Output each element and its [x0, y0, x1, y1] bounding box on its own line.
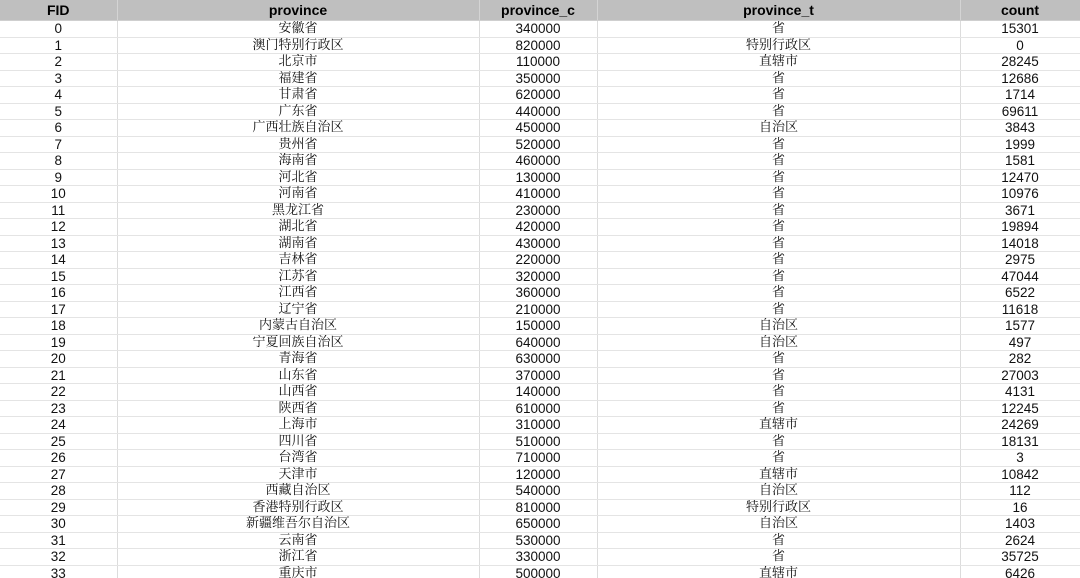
cell-province-code[interactable]: 310000 — [479, 417, 597, 434]
cell-province-code[interactable]: 110000 — [479, 54, 597, 71]
cell-count[interactable]: 10976 — [960, 186, 1080, 203]
cell-count[interactable]: 6522 — [960, 285, 1080, 302]
cell-province-type[interactable]: 省 — [597, 136, 960, 153]
cell-province-code[interactable]: 650000 — [479, 516, 597, 533]
column-header-province-code[interactable]: province_c — [479, 0, 597, 21]
table-row[interactable] — [0, 516, 1080, 533]
cell-province-code[interactable]: 130000 — [479, 169, 597, 186]
cell-province[interactable]: 北京市 — [117, 54, 479, 71]
cell-province-type[interactable]: 直辖市 — [597, 466, 960, 483]
cell-fid[interactable]: 11 — [0, 202, 117, 219]
table-row[interactable] — [0, 103, 1080, 120]
cell-province[interactable]: 福建省 — [117, 70, 479, 87]
table-row[interactable] — [0, 285, 1080, 302]
cell-province-type[interactable]: 省 — [597, 70, 960, 87]
cell-province-code[interactable]: 640000 — [479, 334, 597, 351]
column-header-province[interactable]: province — [117, 0, 479, 21]
table-row[interactable] — [0, 367, 1080, 384]
cell-count[interactable]: 12470 — [960, 169, 1080, 186]
table-row[interactable] — [0, 334, 1080, 351]
cell-province-type[interactable]: 省 — [597, 186, 960, 203]
cell-count[interactable]: 112 — [960, 483, 1080, 500]
cell-province[interactable]: 云南省 — [117, 532, 479, 549]
cell-province[interactable]: 江西省 — [117, 285, 479, 302]
cell-fid[interactable]: 10 — [0, 186, 117, 203]
cell-fid[interactable]: 28 — [0, 483, 117, 500]
cell-province[interactable]: 黑龙江省 — [117, 202, 479, 219]
table-row[interactable] — [0, 565, 1080, 578]
cell-province[interactable]: 山东省 — [117, 367, 479, 384]
cell-count[interactable]: 15301 — [960, 21, 1080, 38]
cell-count[interactable]: 3671 — [960, 202, 1080, 219]
cell-province-code[interactable]: 520000 — [479, 136, 597, 153]
cell-fid[interactable]: 2 — [0, 54, 117, 71]
cell-province-code[interactable]: 150000 — [479, 318, 597, 335]
cell-fid[interactable]: 33 — [0, 565, 117, 578]
cell-province[interactable]: 四川省 — [117, 433, 479, 450]
cell-province-code[interactable]: 460000 — [479, 153, 597, 170]
cell-province-code[interactable]: 510000 — [479, 433, 597, 450]
table-row[interactable] — [0, 532, 1080, 549]
cell-province[interactable]: 海南省 — [117, 153, 479, 170]
cell-fid[interactable]: 30 — [0, 516, 117, 533]
cell-province-code[interactable]: 820000 — [479, 37, 597, 54]
table-body — [0, 21, 1080, 578]
cell-fid[interactable]: 8 — [0, 153, 117, 170]
table-row[interactable] — [0, 87, 1080, 104]
column-header-province-type[interactable]: province_t — [597, 0, 960, 21]
cell-count[interactable]: 1581 — [960, 153, 1080, 170]
cell-count[interactable]: 1714 — [960, 87, 1080, 104]
table-row[interactable] — [0, 70, 1080, 87]
cell-fid[interactable]: 7 — [0, 136, 117, 153]
cell-province[interactable]: 吉林省 — [117, 252, 479, 269]
cell-province-code[interactable]: 340000 — [479, 21, 597, 38]
cell-fid[interactable]: 29 — [0, 499, 117, 516]
cell-province-type[interactable]: 特别行政区 — [597, 499, 960, 516]
cell-fid[interactable]: 20 — [0, 351, 117, 368]
cell-count[interactable]: 0 — [960, 37, 1080, 54]
table-row[interactable] — [0, 202, 1080, 219]
cell-province[interactable]: 河南省 — [117, 186, 479, 203]
cell-province-code[interactable]: 710000 — [479, 450, 597, 467]
cell-fid[interactable]: 3 — [0, 70, 117, 87]
cell-count[interactable]: 6426 — [960, 565, 1080, 578]
cell-province[interactable]: 山西省 — [117, 384, 479, 401]
cell-province[interactable]: 重庆市 — [117, 565, 479, 578]
cell-province-type[interactable]: 省 — [597, 400, 960, 417]
table-row[interactable] — [0, 301, 1080, 318]
table-row[interactable] — [0, 450, 1080, 467]
cell-province[interactable]: 西藏自治区 — [117, 483, 479, 500]
cell-fid[interactable]: 12 — [0, 219, 117, 236]
cell-province-code[interactable]: 230000 — [479, 202, 597, 219]
cell-province-type[interactable]: 省 — [597, 450, 960, 467]
table-row[interactable] — [0, 186, 1080, 203]
cell-province-type[interactable]: 省 — [597, 219, 960, 236]
cell-count[interactable]: 19894 — [960, 219, 1080, 236]
cell-province-type[interactable]: 直辖市 — [597, 54, 960, 71]
cell-province-code[interactable]: 420000 — [479, 219, 597, 236]
cell-province-code[interactable]: 530000 — [479, 532, 597, 549]
cell-province-code[interactable]: 410000 — [479, 186, 597, 203]
table-row[interactable] — [0, 235, 1080, 252]
cell-fid[interactable]: 16 — [0, 285, 117, 302]
table-row[interactable] — [0, 466, 1080, 483]
cell-province[interactable]: 安徽省 — [117, 21, 479, 38]
cell-province-type[interactable]: 省 — [597, 384, 960, 401]
cell-count[interactable]: 35725 — [960, 549, 1080, 566]
cell-fid[interactable]: 24 — [0, 417, 117, 434]
cell-count[interactable]: 2975 — [960, 252, 1080, 269]
cell-province-type[interactable]: 省 — [597, 268, 960, 285]
cell-province-type[interactable]: 特别行政区 — [597, 37, 960, 54]
cell-province-type[interactable]: 省 — [597, 367, 960, 384]
cell-province-type[interactable]: 自治区 — [597, 334, 960, 351]
cell-province[interactable]: 青海省 — [117, 351, 479, 368]
column-header-count[interactable]: count — [960, 0, 1080, 21]
table-row[interactable] — [0, 417, 1080, 434]
cell-province-type[interactable]: 省 — [597, 202, 960, 219]
table-row[interactable] — [0, 318, 1080, 335]
table-row[interactable] — [0, 400, 1080, 417]
cell-province[interactable]: 广东省 — [117, 103, 479, 120]
cell-fid[interactable]: 13 — [0, 235, 117, 252]
cell-province-code[interactable]: 450000 — [479, 120, 597, 137]
cell-count[interactable]: 69611 — [960, 103, 1080, 120]
cell-province-type[interactable]: 自治区 — [597, 120, 960, 137]
cell-province-type[interactable]: 省 — [597, 532, 960, 549]
cell-province[interactable]: 内蒙古自治区 — [117, 318, 479, 335]
cell-fid[interactable]: 27 — [0, 466, 117, 483]
cell-province[interactable]: 甘肃省 — [117, 87, 479, 104]
cell-fid[interactable]: 17 — [0, 301, 117, 318]
cell-province[interactable]: 台湾省 — [117, 450, 479, 467]
cell-province-type[interactable]: 省 — [597, 169, 960, 186]
cell-province-type[interactable]: 省 — [597, 285, 960, 302]
cell-fid[interactable]: 15 — [0, 268, 117, 285]
cell-fid[interactable]: 25 — [0, 433, 117, 450]
cell-province-type[interactable]: 自治区 — [597, 483, 960, 500]
cell-fid[interactable]: 4 — [0, 87, 117, 104]
cell-province[interactable]: 香港特别行政区 — [117, 499, 479, 516]
cell-province-code[interactable]: 140000 — [479, 384, 597, 401]
table-row[interactable] — [0, 433, 1080, 450]
column-header-fid[interactable]: FID — [0, 0, 117, 21]
cell-fid[interactable]: 26 — [0, 450, 117, 467]
cell-province[interactable]: 江苏省 — [117, 268, 479, 285]
cell-province-type[interactable]: 省 — [597, 433, 960, 450]
cell-province-code[interactable]: 320000 — [479, 268, 597, 285]
table-row[interactable] — [0, 499, 1080, 516]
cell-province-code[interactable]: 220000 — [479, 252, 597, 269]
cell-province[interactable]: 湖南省 — [117, 235, 479, 252]
table-row[interactable] — [0, 252, 1080, 269]
cell-province[interactable]: 河北省 — [117, 169, 479, 186]
cell-count[interactable]: 3 — [960, 450, 1080, 467]
cell-province-code[interactable]: 620000 — [479, 87, 597, 104]
cell-count[interactable]: 10842 — [960, 466, 1080, 483]
cell-province-code[interactable]: 430000 — [479, 235, 597, 252]
cell-count[interactable]: 2624 — [960, 532, 1080, 549]
cell-province[interactable]: 辽宁省 — [117, 301, 479, 318]
cell-province[interactable]: 广西壮族自治区 — [117, 120, 479, 137]
cell-fid[interactable]: 14 — [0, 252, 117, 269]
cell-province-code[interactable]: 330000 — [479, 549, 597, 566]
cell-province-code[interactable]: 540000 — [479, 483, 597, 500]
cell-province-type[interactable]: 直辖市 — [597, 417, 960, 434]
cell-fid[interactable]: 19 — [0, 334, 117, 351]
cell-count[interactable]: 28245 — [960, 54, 1080, 71]
cell-province-code[interactable]: 500000 — [479, 565, 597, 578]
cell-province-type[interactable]: 省 — [597, 21, 960, 38]
cell-fid[interactable]: 0 — [0, 21, 117, 38]
cell-province[interactable]: 天津市 — [117, 466, 479, 483]
cell-count[interactable]: 11618 — [960, 301, 1080, 318]
cell-province[interactable]: 上海市 — [117, 417, 479, 434]
cell-fid[interactable]: 21 — [0, 367, 117, 384]
cell-province-type[interactable]: 省 — [597, 252, 960, 269]
cell-fid[interactable]: 5 — [0, 103, 117, 120]
cell-province-code[interactable]: 630000 — [479, 351, 597, 368]
cell-province-type[interactable]: 省 — [597, 549, 960, 566]
cell-count[interactable]: 497 — [960, 334, 1080, 351]
cell-province-code[interactable]: 120000 — [479, 466, 597, 483]
cell-province-type[interactable]: 自治区 — [597, 516, 960, 533]
cell-count[interactable]: 1999 — [960, 136, 1080, 153]
table-row[interactable] — [0, 351, 1080, 368]
cell-province-type[interactable]: 省 — [597, 153, 960, 170]
cell-fid[interactable]: 31 — [0, 532, 117, 549]
table-row[interactable] — [0, 219, 1080, 236]
header-row — [0, 0, 1080, 21]
cell-province[interactable]: 陕西省 — [117, 400, 479, 417]
cell-count[interactable]: 12686 — [960, 70, 1080, 87]
cell-fid[interactable]: 1 — [0, 37, 117, 54]
table-row[interactable] — [0, 483, 1080, 500]
cell-fid[interactable]: 18 — [0, 318, 117, 335]
cell-province[interactable]: 湖北省 — [117, 219, 479, 236]
table-row[interactable] — [0, 268, 1080, 285]
cell-count[interactable]: 24269 — [960, 417, 1080, 434]
cell-province-type[interactable]: 省 — [597, 87, 960, 104]
cell-province-type[interactable]: 省 — [597, 235, 960, 252]
cell-province-code[interactable]: 810000 — [479, 499, 597, 516]
table-row[interactable] — [0, 384, 1080, 401]
cell-fid[interactable]: 22 — [0, 384, 117, 401]
cell-count[interactable]: 1403 — [960, 516, 1080, 533]
cell-province-code[interactable]: 350000 — [479, 70, 597, 87]
cell-province-code[interactable]: 210000 — [479, 301, 597, 318]
cell-province[interactable]: 宁夏回族自治区 — [117, 334, 479, 351]
cell-count[interactable]: 14018 — [960, 235, 1080, 252]
cell-province-code[interactable]: 610000 — [479, 400, 597, 417]
cell-fid[interactable]: 32 — [0, 549, 117, 566]
cell-count[interactable]: 16 — [960, 499, 1080, 516]
cell-province-type[interactable]: 省 — [597, 103, 960, 120]
cell-province[interactable]: 浙江省 — [117, 549, 479, 566]
cell-count[interactable]: 27003 — [960, 367, 1080, 384]
cell-fid[interactable]: 9 — [0, 169, 117, 186]
table-row[interactable] — [0, 120, 1080, 137]
table-row[interactable] — [0, 54, 1080, 71]
cell-count[interactable]: 3843 — [960, 120, 1080, 137]
cell-count[interactable]: 12245 — [960, 400, 1080, 417]
cell-fid[interactable]: 23 — [0, 400, 117, 417]
cell-province-type[interactable]: 省 — [597, 301, 960, 318]
cell-count[interactable]: 1577 — [960, 318, 1080, 335]
table-row[interactable] — [0, 136, 1080, 153]
cell-province-type[interactable]: 省 — [597, 351, 960, 368]
table-row[interactable] — [0, 21, 1080, 38]
table-row[interactable] — [0, 37, 1080, 54]
cell-province-type[interactable]: 自治区 — [597, 318, 960, 335]
cell-province[interactable]: 贵州省 — [117, 136, 479, 153]
cell-province-code[interactable]: 370000 — [479, 367, 597, 384]
table-row[interactable] — [0, 549, 1080, 566]
cell-province-code[interactable]: 440000 — [479, 103, 597, 120]
table-row[interactable] — [0, 153, 1080, 170]
cell-count[interactable]: 18131 — [960, 433, 1080, 450]
table-row[interactable] — [0, 169, 1080, 186]
cell-province-code[interactable]: 360000 — [479, 285, 597, 302]
cell-count[interactable]: 282 — [960, 351, 1080, 368]
cell-province[interactable]: 新疆维吾尔自治区 — [117, 516, 479, 533]
cell-province-type[interactable]: 直辖市 — [597, 565, 960, 578]
cell-count[interactable]: 4131 — [960, 384, 1080, 401]
cell-count[interactable]: 47044 — [960, 268, 1080, 285]
cell-province[interactable]: 澳门特别行政区 — [117, 37, 479, 54]
cell-fid[interactable]: 6 — [0, 120, 117, 137]
